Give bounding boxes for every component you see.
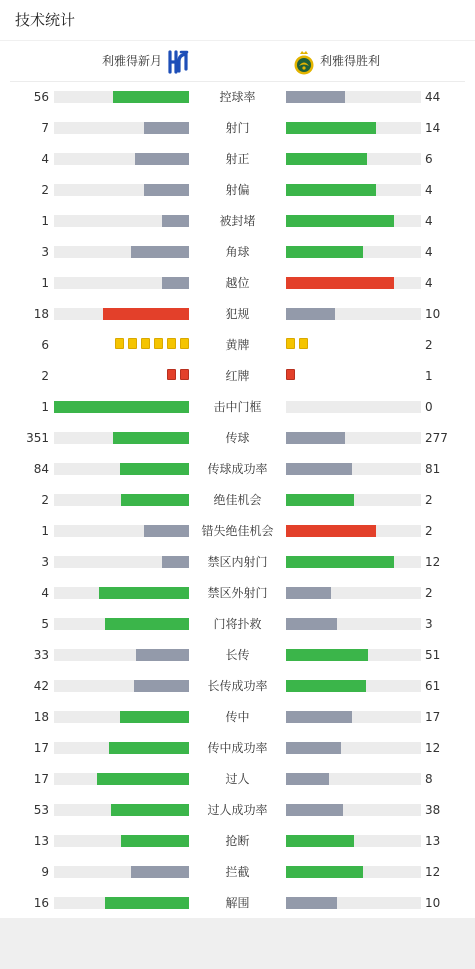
stat-row: [0, 299, 475, 330]
away-stat-value: 1: [425, 369, 433, 383]
stat-row: [0, 733, 475, 764]
stat-row: [0, 888, 475, 919]
home-stat-bar-fill: [136, 649, 189, 661]
away-stat-value: 3: [425, 617, 433, 631]
away-stat-bar: [286, 618, 421, 630]
stat-row: [0, 826, 475, 857]
away-stat-value: 2: [425, 493, 433, 507]
away-stat-value: 10: [425, 307, 441, 321]
home-stat-bar-fill: [144, 525, 189, 537]
page-title: 技术统计: [15, 11, 76, 29]
home-stat-value: 2: [41, 183, 49, 197]
away-stat-value: 8: [425, 772, 433, 786]
away-stat-bar-fill: [286, 122, 376, 134]
home-stat-bar: [54, 401, 189, 413]
stat-label: 射门: [225, 121, 250, 135]
away-stat-bar-fill: [286, 308, 335, 320]
stat-label: 解围: [225, 896, 250, 910]
away-stat-value: 4: [425, 183, 433, 197]
stat-label: 传球: [225, 431, 250, 445]
stat-label: 禁区外射门: [207, 586, 268, 600]
away-stat-bar: [286, 680, 421, 692]
away-stat-bar-fill: [286, 680, 366, 692]
stat-label: 角球: [225, 245, 250, 259]
stat-row: [0, 578, 475, 609]
stat-row: [0, 175, 475, 206]
home-stat-value: 351: [26, 431, 49, 445]
home-stat-bar-fill: [162, 277, 189, 289]
away-stat-bar: [286, 122, 421, 134]
home-stat-bar-fill: [113, 91, 189, 103]
away-stat-bar-fill: [286, 897, 337, 909]
home-stat-bar: [54, 432, 189, 444]
home-stat-bar-fill: [109, 742, 189, 754]
stat-row: [0, 516, 475, 547]
away-stat-value: 51: [425, 648, 441, 662]
home-stat-bar-fill: [120, 711, 189, 723]
away-stat-bar: [286, 463, 421, 475]
home-stat-value: 1: [41, 524, 49, 538]
home-stat-value: 84: [33, 462, 49, 476]
home-stat-value: 1: [41, 276, 49, 290]
stat-label: 禁区内射门: [207, 555, 268, 569]
stat-label: 越位: [225, 276, 250, 290]
home-stat-bar-fill: [144, 122, 189, 134]
stat-label: 错失绝佳机会: [201, 524, 274, 538]
away-stat-bar: [286, 246, 421, 258]
al-hilal-crest-icon[interactable]: [167, 49, 189, 75]
stat-row: [0, 82, 475, 113]
away-stat-value: 12: [425, 555, 441, 569]
away-stat-value: 61: [425, 679, 441, 693]
home-stat-bar-fill: [134, 680, 189, 692]
home-stat-value: 9: [41, 865, 49, 879]
home-stat-bar: [54, 463, 189, 475]
home-stat-bar: [54, 742, 189, 754]
away-stat-bar-fill: [286, 711, 352, 723]
home-stat-value: 4: [41, 586, 49, 600]
away-stat-bar: [286, 897, 421, 909]
stat-row: [0, 423, 475, 454]
away-stat-value: 10: [425, 896, 441, 910]
away-stat-bar-fill: [286, 494, 354, 506]
stat-row: [0, 671, 475, 702]
away-stat-bar: [286, 711, 421, 723]
home-stat-value: 1: [41, 214, 49, 228]
away-stat-value: 38: [425, 803, 441, 817]
home-stat-value: 18: [33, 307, 49, 321]
stat-row: [0, 485, 475, 516]
away-stat-bar-fill: [286, 773, 329, 785]
home-stat-bar: [54, 773, 189, 785]
stat-label: 传球成功率: [207, 462, 268, 476]
away-stat-bar-fill: [286, 184, 376, 196]
away-stat-bar-fill: [286, 463, 352, 475]
away-stat-value: 2: [425, 338, 433, 352]
stat-label: 被封堵: [219, 214, 256, 228]
stat-row: [0, 268, 475, 299]
away-stat-bar-fill: [286, 649, 368, 661]
home-stat-value: 3: [41, 555, 49, 569]
home-stat-bar-fill: [105, 897, 189, 909]
home-team-name[interactable]: 利雅得新月: [101, 54, 162, 68]
home-stat-value: 17: [33, 741, 49, 755]
home-stat-value: 56: [33, 90, 49, 104]
home-stat-bar-fill: [162, 556, 189, 568]
home-stat-bar: [54, 897, 189, 909]
home-stat-value: 1: [41, 400, 49, 414]
away-stat-bar-fill: [286, 246, 363, 258]
home-stat-bar-fill: [54, 401, 189, 413]
stat-label: 长传成功率: [207, 679, 268, 693]
stat-label: 门将扑救: [213, 617, 262, 631]
away-stat-bar: [286, 773, 421, 785]
away-stat-bar-fill: [286, 866, 363, 878]
away-stat-value: 2: [425, 586, 433, 600]
home-stat-value: 7: [41, 121, 49, 135]
stat-label: 长传: [225, 648, 250, 662]
home-red-cards: [163, 369, 189, 382]
stat-label: 传中: [225, 710, 250, 724]
home-stat-bar-fill: [144, 184, 189, 196]
away-stat-bar-fill: [286, 277, 394, 289]
away-stat-value: 277: [425, 431, 448, 445]
away-stat-value: 13: [425, 834, 441, 848]
away-stat-value: 4: [425, 276, 433, 290]
away-stat-bar-fill: [286, 153, 367, 165]
home-stat-value: 18: [33, 710, 49, 724]
away-stat-bar-fill: [286, 215, 394, 227]
home-stat-bar-fill: [131, 246, 189, 258]
stat-label: 控球率: [219, 90, 256, 104]
away-stat-bar: [286, 742, 421, 754]
home-stat-value: 13: [33, 834, 49, 848]
stat-label: 过人: [225, 772, 250, 786]
home-stat-bar: [54, 587, 189, 599]
away-stat-value: 44: [425, 90, 441, 104]
away-stat-bar: [286, 308, 421, 320]
home-stat-bar: [54, 184, 189, 196]
away-stat-bar-fill: [286, 587, 331, 599]
away-stat-bar: [286, 401, 421, 413]
yellow-card-icon: [128, 338, 137, 349]
teams-header: [0, 41, 475, 81]
stat-row: [0, 857, 475, 888]
stat-row: [0, 795, 475, 826]
stat-row: [0, 237, 475, 268]
away-stat-bar: [286, 153, 421, 165]
away-yellow-cards: [286, 338, 312, 351]
away-stat-value: 4: [425, 214, 433, 228]
away-stat-bar-fill: [286, 804, 343, 816]
away-stat-bar: [286, 835, 421, 847]
home-stat-value: 17: [33, 772, 49, 786]
home-yellow-cards: [111, 338, 189, 351]
red-card-icon: [167, 369, 176, 380]
home-stat-bar: [54, 153, 189, 165]
away-stat-bar: [286, 494, 421, 506]
away-stat-bar-fill: [286, 432, 345, 444]
home-stat-bar: [54, 804, 189, 816]
away-stat-bar: [286, 525, 421, 537]
stat-row: [0, 330, 475, 361]
stat-row: [0, 361, 475, 392]
away-stat-bar: [286, 556, 421, 568]
home-stat-bar: [54, 618, 189, 630]
away-stat-value: 0: [425, 400, 433, 414]
away-stat-bar: [286, 866, 421, 878]
home-stat-bar: [54, 680, 189, 692]
away-stat-value: 81: [425, 462, 441, 476]
stat-label: 拦截: [225, 865, 250, 879]
home-stat-value: 53: [33, 803, 49, 817]
red-card-icon: [286, 369, 295, 380]
stat-label: 击中门框: [213, 400, 262, 414]
home-stat-bar: [54, 215, 189, 227]
away-stat-bar: [286, 587, 421, 599]
home-stat-value: 16: [33, 896, 49, 910]
home-stat-value: 5: [41, 617, 49, 631]
away-stat-bar-fill: [286, 742, 341, 754]
home-stat-bar: [54, 91, 189, 103]
away-stat-bar-fill: [286, 91, 345, 103]
home-stat-value: 3: [41, 245, 49, 259]
stat-label: 黄牌: [225, 338, 250, 352]
stat-row: [0, 764, 475, 795]
home-stat-value: 2: [41, 493, 49, 507]
stat-label: 抢断: [225, 834, 250, 848]
home-stat-bar-fill: [99, 587, 189, 599]
home-stat-bar-fill: [121, 835, 189, 847]
away-stat-value: 12: [425, 741, 441, 755]
stat-row: [0, 113, 475, 144]
yellow-card-icon: [115, 338, 124, 349]
yellow-card-icon: [154, 338, 163, 349]
away-stat-bar: [286, 277, 421, 289]
away-red-cards: [286, 369, 299, 382]
home-stat-bar: [54, 494, 189, 506]
away-stat-bar-fill: [286, 835, 354, 847]
stat-row: [0, 206, 475, 237]
stat-label: 传中成功率: [207, 741, 268, 755]
home-stat-bar-fill: [105, 618, 189, 630]
away-stat-value: 6: [425, 152, 433, 166]
home-stat-value: 42: [33, 679, 49, 693]
away-stat-value: 2: [425, 524, 433, 538]
home-stat-bar-fill: [162, 215, 189, 227]
away-stat-value: 17: [425, 710, 441, 724]
yellow-card-icon: [167, 338, 176, 349]
stat-row: [0, 144, 475, 175]
yellow-card-icon: [299, 338, 308, 349]
home-stat-value: 6: [41, 338, 49, 352]
stat-row: [0, 392, 475, 423]
stat-row: [0, 547, 475, 578]
home-stat-bar-fill: [121, 494, 189, 506]
away-stat-value: 12: [425, 865, 441, 879]
home-stat-value: 2: [41, 369, 49, 383]
away-stat-value: 4: [425, 245, 433, 259]
stat-label: 绝佳机会: [213, 493, 262, 507]
home-stat-bar-fill: [131, 866, 189, 878]
home-stat-bar-fill: [113, 432, 189, 444]
home-stat-bar: [54, 525, 189, 537]
home-stat-bar: [54, 835, 189, 847]
away-stat-value: 14: [425, 121, 441, 135]
stat-row: [0, 609, 475, 640]
away-stat-bar: [286, 804, 421, 816]
away-stat-bar: [286, 91, 421, 103]
home-stat-bar: [54, 711, 189, 723]
al-nassr-crest-icon[interactable]: [292, 49, 316, 75]
stat-label: 红牌: [225, 369, 250, 383]
away-stat-bar-fill: [286, 618, 337, 630]
home-stat-bar-fill: [97, 773, 189, 785]
home-stat-bar-fill: [103, 308, 189, 320]
home-stat-bar-fill: [120, 463, 189, 475]
home-stat-bar: [54, 122, 189, 134]
away-stat-bar: [286, 215, 421, 227]
stat-label: 过人成功率: [207, 803, 268, 817]
stat-label: 射偏: [225, 183, 250, 197]
yellow-card-icon: [141, 338, 150, 349]
away-stat-bar: [286, 432, 421, 444]
away-stat-bar-fill: [286, 525, 376, 537]
home-stat-bar: [54, 246, 189, 258]
stat-row: [0, 454, 475, 485]
home-stat-bar: [54, 866, 189, 878]
stat-row: [0, 702, 475, 733]
away-stat-bar: [286, 184, 421, 196]
home-stat-value: 33: [33, 648, 49, 662]
home-stat-bar: [54, 649, 189, 661]
stat-row: [0, 640, 475, 671]
stat-label: 犯规: [225, 307, 250, 321]
home-stat-bar: [54, 308, 189, 320]
yellow-card-icon: [286, 338, 295, 349]
red-card-icon: [180, 369, 189, 380]
home-stat-value: 4: [41, 152, 49, 166]
home-stat-bar: [54, 556, 189, 568]
home-stat-bar: [54, 277, 189, 289]
stat-label: 射正: [225, 152, 250, 166]
home-stat-bar-fill: [135, 153, 189, 165]
home-stat-bar-fill: [111, 804, 189, 816]
away-stat-bar-fill: [286, 556, 394, 568]
away-team-name[interactable]: 利雅得胜利: [320, 54, 381, 68]
away-stat-bar: [286, 649, 421, 661]
yellow-card-icon: [180, 338, 189, 349]
